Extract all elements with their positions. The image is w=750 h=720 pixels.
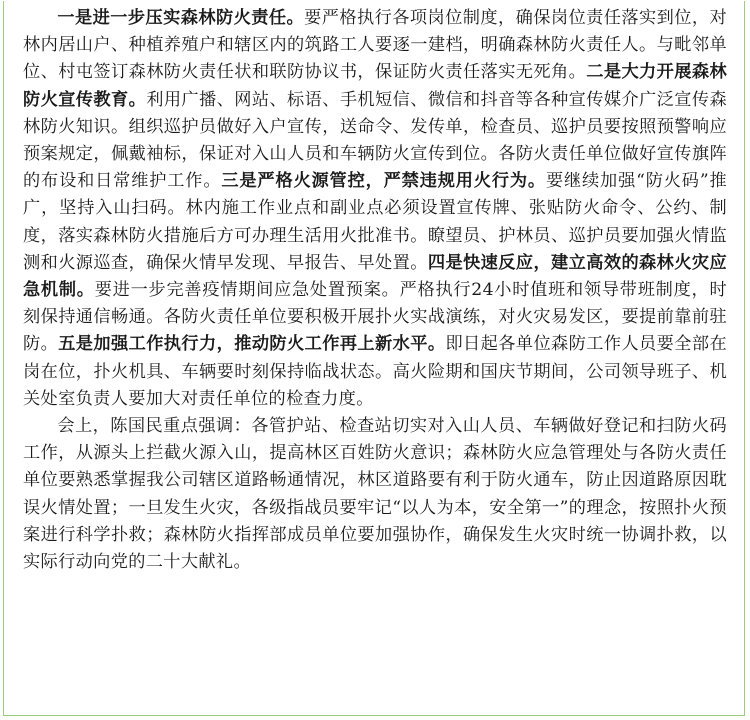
body-text: 会上，陈国民重点强调：各管护站、检查站切实对入山人员、车辆做好登记和扫防火码工作，从源头上拦截火源入山，提高林区百姓防火意识；森林防火应急管理处与各防火责任单位要熟悉掌握我公司辖区道路畅通情况，林区道路要有利于防火通车，防止因道路原因耽误火情处置；一旦发生火灾，各级指战员要牢记“以人为本，安全第一”的理念，按照扑火预案进行科学扑救；森林防火指挥部成员单位要加强协作，确保发生火灾时统一协调扑救，以实际行动向党的二十大献礼。 bbox=[23, 416, 727, 573]
heading-point-2: 二是大力开展森林防火宣传教育。 bbox=[23, 62, 727, 110]
body-text: 要进一步完善疫情期间应急处置预案。严格执行24小时值班和领导带班制度，时刻保持通信畅通。各防火责任单位要积极开展扑火实战演练，对火灾易发区，要提前靠前驻防。 bbox=[23, 280, 727, 355]
heading-point-5: 五是加强工作执行力，推动防火工作再上新水平。 bbox=[58, 334, 446, 355]
heading-point-3: 三是严格火源管控，严禁违规用火行为。 bbox=[221, 171, 546, 192]
body-text: 即日起各单位森防工作人员要全部在岗在位，扑火机具、车辆要时刻保持临战状态。高火险期和国庆节期间，公司领导班子、机关处室负责人要加大对责任单位的检查力度。 bbox=[23, 334, 727, 409]
body-text: 要严格执行各项岗位制度，确保岗位责任落实到位，对林内居山户、种植养殖户和辖区内的筑路工人要逐一建档，明确森林防火责任人。与毗邻单位、村屯签订森林防火责任状和联防协议书，保证防火责任落实无死角。 bbox=[23, 8, 727, 83]
paragraph-meeting-emphasis bbox=[23, 413, 727, 576]
article-body bbox=[23, 5, 727, 576]
paragraph-fire-measures bbox=[23, 5, 727, 413]
heading-point-1: 一是进一步压实森林防火责任。 bbox=[57, 8, 305, 28]
body-text: 利用广播、网站、标语、手机短信、微信和抖音等各种宣传媒介广泛宣传森林防火知识。组织巡护员做好入户宣传，送命令、发传单，检查员、巡护员要按照预警响应预案规定，佩戴袖标，保证对入山人员和车辆防火宣传到位。各防火责任单位做好宣传旗阵的布设和日常维护工作。 bbox=[23, 89, 727, 192]
heading-point-4: 四是快速反应，建立高效的森林火灾应急机制。 bbox=[23, 252, 728, 301]
body-text: 要继续加强“防火码”推广，坚持入山扫码。林内施工作业点和副业点必须设置宣传牌、张贴防火命令、公约、制度，落实森林防火措施后方可办理生活用火批准书。瞭望员、护林员、巡护员要加强火情监测和火源巡查，确保火情早发现、早报告、早处置。 bbox=[23, 171, 727, 273]
